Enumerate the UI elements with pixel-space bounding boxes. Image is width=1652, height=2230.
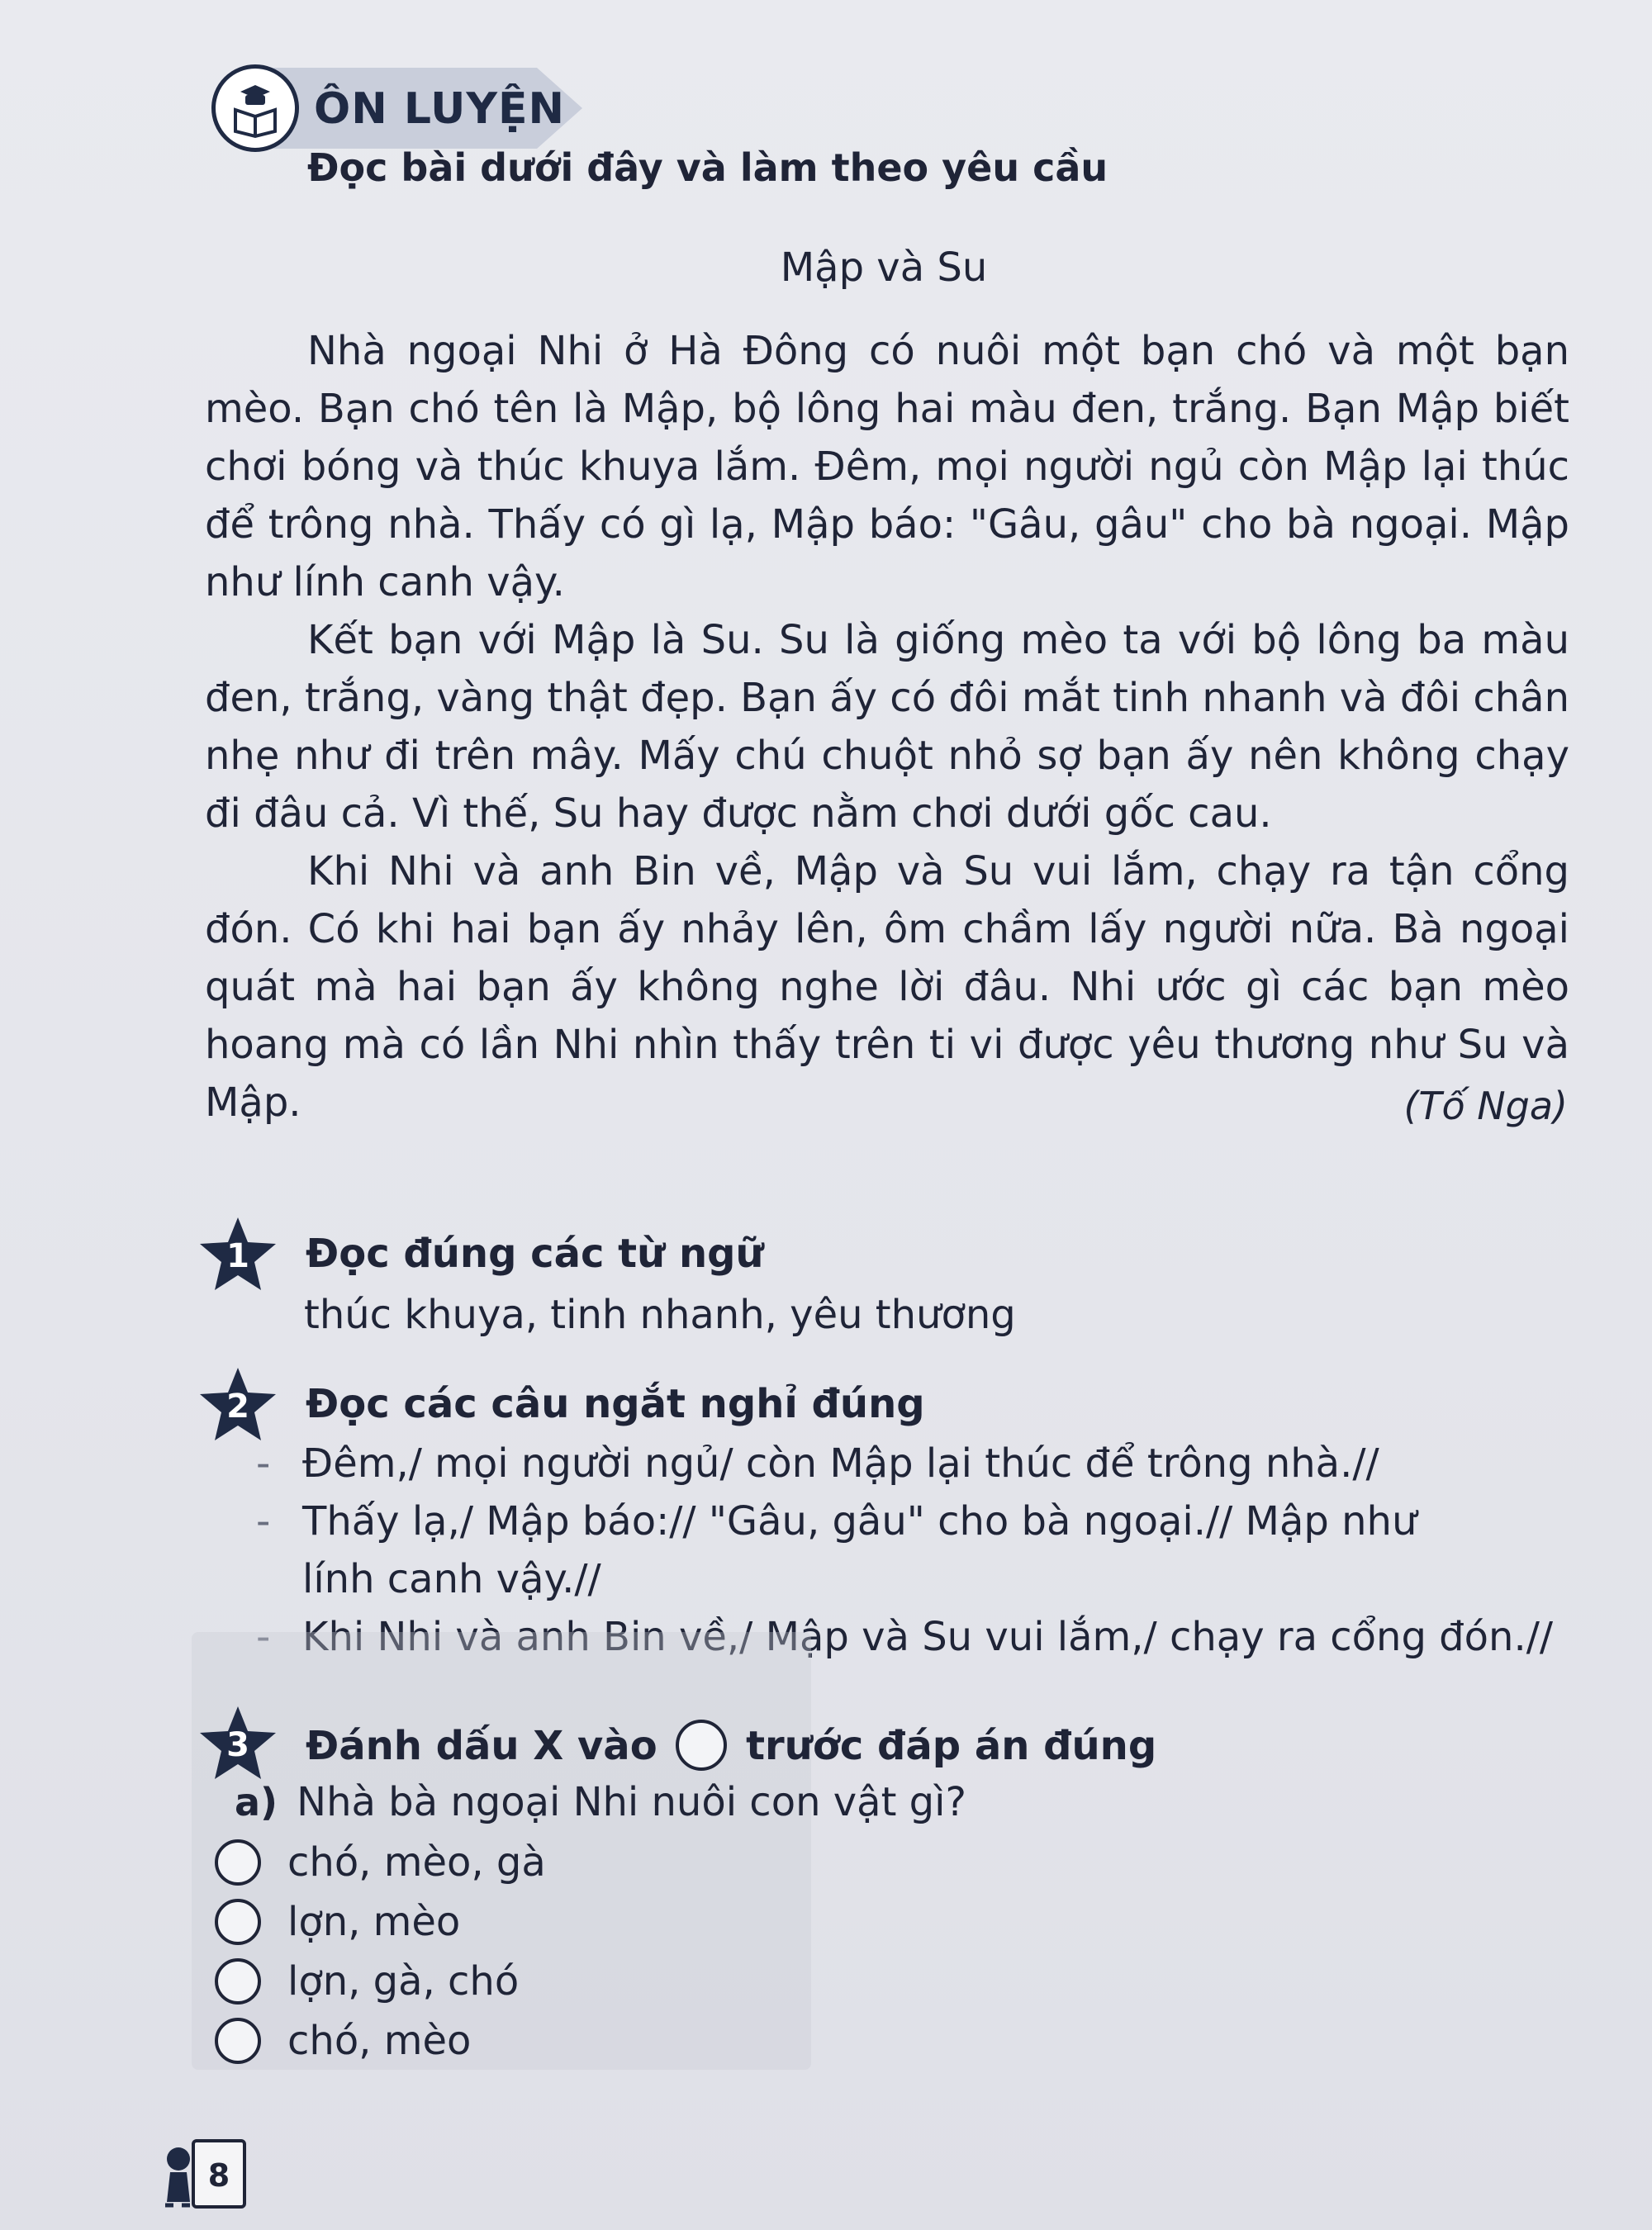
- answer-option[interactable]: [215, 2012, 471, 2070]
- question-number: 2: [226, 1388, 249, 1426]
- story-paragraph: Kết bạn với Mập là Su. Su là giống mèo ta với bộ lông ba màu đen, trắng, vàng thật đẹp. Bạn ấy có đôi mắt tinh nhanh và đôi chân nhẹ như đi trên mây. Mấy chú chuột nhỏ sợ bạn ấy nên không chạy đi đâu cả. Vì thế, Su hay được nằm chơi dưới gốc cau.: [205, 617, 1569, 837]
- story-paragraph: Nhà ngoại Nhi ở Hà Đông có nuôi một bạn chó và một bạn mèo. Bạn chó tên là Mập, bộ lông hai màu đen, trắng. Bạn Mập biết chơi bóng và thúc khuya lắm. Đêm, mọi người ngủ còn Mập lại thúc để trông nhà. Thấy có gì lạ, Mập báo: "Gâu, gâu" cho bà ngoại. Mập như lính canh vậy.: [205, 328, 1569, 605]
- kid-mascot-icon: [159, 2136, 195, 2215]
- page-number: 8: [207, 2157, 230, 2194]
- dash-marker: -: [256, 1498, 271, 1544]
- answer-label: lợn, mèo: [287, 1899, 461, 1945]
- dash-marker: -: [256, 1440, 271, 1487]
- sentence-text: Khi Nhi và anh Bin về,/ Mập và Su vui lắm,/ chạy ra cổng đón.//: [302, 1614, 1554, 1660]
- story-body: [205, 322, 1569, 1132]
- answer-option[interactable]: [215, 1893, 460, 1951]
- circle-marker-icon: [676, 1720, 727, 1771]
- question-text: Nhà bà ngoại Nhi nuôi con vật gì?: [297, 1779, 966, 1825]
- instruction-heading: Đọc bài dưới đây và làm theo yêu cầu: [307, 145, 1108, 190]
- vocabulary-words: thúc khuya, tinh nhanh, yêu thương: [304, 1292, 1016, 1338]
- question-title-part: Đánh dấu X vào: [306, 1723, 657, 1769]
- story-paragraph: Khi Nhi và anh Bin về, Mập và Su vui lắm, chạy ra tận cổng đón. Có khi hai bạn ấy nhảy lên, ôm chầm lấy người nữa. Bà ngoại quát mà hai bạn ấy không nghe lời đâu. Nhi ước gì các bạn mèo hoang mà có lần Nhi nhìn thấy trên ti vi được yêu thương như Su và Mập.: [205, 848, 1569, 1126]
- answer-checkbox[interactable]: [215, 1839, 261, 1886]
- answer-checkbox[interactable]: [215, 2018, 261, 2064]
- question-title: Đọc đúng các từ ngữ: [306, 1231, 764, 1277]
- reading-student-icon: [211, 64, 299, 152]
- question-title-part: trước đáp án đúng: [746, 1723, 1157, 1769]
- section-header-badge: [206, 59, 586, 157]
- star-number-icon: [198, 1366, 278, 1442]
- answer-option[interactable]: [215, 1834, 546, 1891]
- answer-option[interactable]: [215, 1952, 519, 2010]
- answer-label: chó, mèo, gà: [287, 1839, 546, 1886]
- question-number: 1: [226, 1237, 249, 1275]
- story-title: Mập và Su: [780, 244, 988, 291]
- question-title: [306, 1720, 1156, 1771]
- story-author: (Tố Nga): [1403, 1084, 1568, 1128]
- sentence-text: lính canh vậy.//: [302, 1556, 601, 1602]
- question-number: 3: [226, 1726, 249, 1764]
- part-label: a): [235, 1780, 278, 1824]
- answer-label: chó, mèo: [287, 2018, 472, 2064]
- answer-checkbox[interactable]: [215, 1958, 261, 2005]
- dash-marker: -: [256, 1614, 271, 1660]
- sub-question: [235, 1779, 966, 1825]
- page-number-box: [192, 2139, 246, 2209]
- sentence-text: Thấy lạ,/ Mập báo:// "Gâu, gâu" cho bà ngoại.// Mập như: [302, 1498, 1417, 1544]
- page-number-badge: [159, 2136, 249, 2215]
- answer-checkbox[interactable]: [215, 1899, 261, 1945]
- question-title: Đọc các câu ngắt nghỉ đúng: [306, 1381, 925, 1427]
- star-number-icon: [198, 1705, 278, 1781]
- sentence-text: Đêm,/ mọi người ngủ/ còn Mập lại thúc để trông nhà.//: [302, 1440, 1379, 1487]
- section-title: ÔN LUYỆN: [314, 84, 566, 134]
- star-number-icon: [198, 1216, 278, 1292]
- answer-label: lợn, gà, chó: [287, 1958, 520, 2005]
